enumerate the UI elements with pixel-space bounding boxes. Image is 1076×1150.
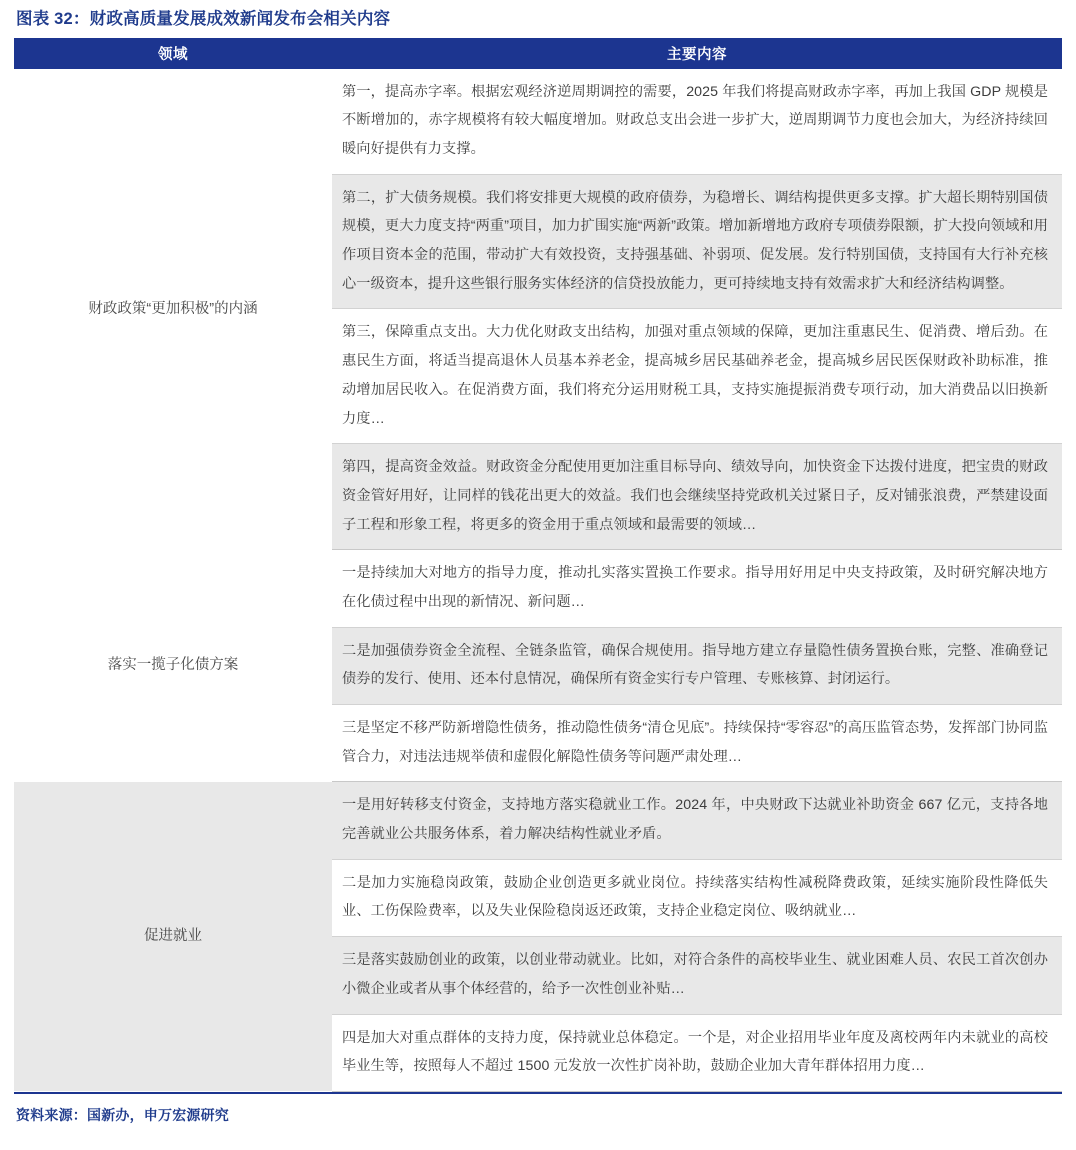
content-cell: 二是加强债券资金全流程、全链条监管，确保合规使用。指导地方建立存量隐性债务置换台账，完整、准确登记债券的发行、使用、还本付息情况，确保所有资金实行专户管理、专账核算、封闭运行。: [332, 627, 1062, 704]
policy-content-table: [14, 38, 1062, 1092]
content-cell: 第一，提高赤字率。根据宏观经济逆周期调控的需要，2025 年我们将提高财政赤字率，再加上我国 GDP 规模是不断增加的，赤字规模将有较大幅度增加。财政总支出会进一步扩大，逆周期调节力度也会加大，为经济持续回暖向好提供有力支撑。: [332, 69, 1062, 175]
content-cell: 三是落实鼓励创业的政策，以创业带动就业。比如，对符合条件的高校毕业生、就业困难人员、农民工首次创办小微企业或者从事个体经营的，给予一次性创业补贴…: [332, 937, 1062, 1014]
page-title: 图表 32：财政高质量发展成效新闻发布会相关内容: [16, 10, 391, 28]
content-cell: 第二，扩大债务规模。我们将安排更大规模的政府债券，为稳增长、调结构提供更多支撑。扩大超长期特别国债规模，更大力度支持“两重”项目，加力扩围实施“两新”政策。增加新增地方政府专项债券限额，扩大投向领域和用作项目资本金的范围，带动扩大有效投资，支持强基础、补弱项、促发展。发行特别国债，支持国有大行补充核心一级资本，提升这些银行服务实体经济的信贷投放能力，更可持续地支持有效需求扩大和经济结构调整。: [332, 174, 1062, 309]
area-label-cell: 促进就业: [14, 782, 332, 1092]
content-cell: 第三，保障重点支出。大力优化财政支出结构，加强对重点领域的保障，更加注重惠民生、促消费、增后劲。在惠民生方面，将适当提高退休人员基本养老金，提高城乡居民基础养老金，提高城乡居民医保财政补助标准，推动增加居民收入。在促消费方面，我们将充分运用财税工具，支持实施提振消费专项行动，加大消费品以旧换新力度…: [332, 309, 1062, 444]
content-cell: 四是加大对重点群体的支持力度，保持就业总体稳定。一个是，对企业招用毕业年度及离校两年内未就业的高校毕业生等，按照每人不超过 1500 元发放一次性扩岗补助，鼓励企业加大青年群体招用力度…: [332, 1014, 1062, 1091]
area-label-cell: 财政政策“更加积极”的内涵: [88, 300, 258, 317]
column-header-area: 领域: [14, 38, 332, 69]
table-header-row: [14, 38, 1062, 69]
table-row: [14, 782, 1062, 859]
table-header: [14, 38, 1062, 69]
table-row: [14, 550, 1062, 627]
content-cell: 二是加力实施稳岗政策，鼓励企业创造更多就业岗位。持续落实结构性减税降费政策，延续实施阶段性降低失业、工伤保险费率，以及失业保险稳岗返还政策，支持企业稳定岗位、吸纳就业…: [332, 859, 1062, 936]
content-cell: 第四，提高资金效益。财政资金分配使用更加注重目标导向、绩效导向，加快资金下达拨付进度，把宝贵的财政资金管好用好，让同样的钱花出更大的效益。我们也会继续坚持党政机关过紧日子，反对铺张浪费，严禁建设面子工程和形象工程，将更多的资金用于重点领域和最需要的领域…: [332, 444, 1062, 550]
content-cell: 一是持续加大对地方的指导力度，推动扎实落实置换工作要求。指导用好用足中央支持政策，及时研究解决地方在化债过程中出现的新情况、新问题…: [332, 550, 1062, 627]
source-note: 资料来源：国新办，申万宏源研究: [16, 1106, 229, 1123]
content-cell: 三是坚定不移严防新增隐性债务，推动隐性债务“清仓见底”。持续保持“零容忍”的高压监管态势，发挥部门协同监管合力，对违法违规举债和虚假化解隐性债务等问题严肃处理…: [332, 705, 1062, 782]
table-body: [14, 69, 1062, 1092]
content-cell: 一是用好转移支付资金，支持地方落实稳就业工作。2024 年，中央财政下达就业补助资金 667 亿元，支持各地完善就业公共服务体系，着力解决结构性就业矛盾。: [332, 782, 1062, 859]
column-header-content: 主要内容: [332, 38, 1062, 69]
table-row: [14, 69, 1062, 175]
area-label-cell: 落实一揽子化债方案: [107, 657, 239, 674]
